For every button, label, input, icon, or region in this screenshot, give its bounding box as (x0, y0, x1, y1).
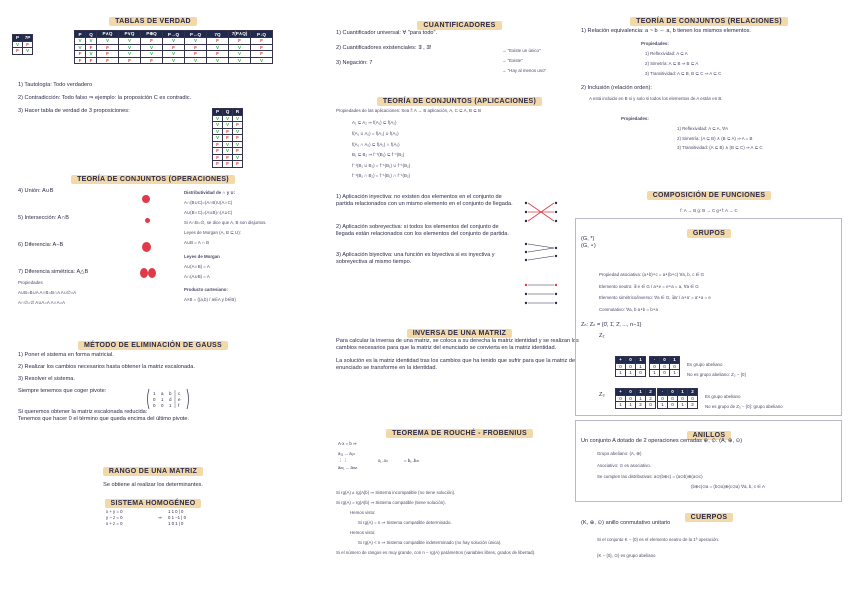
injective-mapping-sketch (522, 198, 562, 228)
svg-text:0: 0 (153, 403, 156, 408)
table-cell: V (119, 38, 141, 45)
table-cell: F (207, 51, 229, 58)
table-cell: V (233, 141, 243, 148)
svg-text:1: 1 (161, 397, 164, 402)
table-cell: F (75, 57, 86, 64)
table-cell: 1 (678, 402, 688, 409)
table-row (213, 115, 243, 122)
inclusion-prop: 3) Transitividad: (A ⊆ B) ∧ (B ⊆ C) ⇒ A ⊆ C (677, 145, 763, 151)
table-cell: V (233, 128, 243, 135)
morgan-line: A∩(A∪B) = A (184, 273, 210, 279)
table-row (616, 370, 646, 377)
svg-text:c: c (178, 391, 181, 396)
table-cell: F (97, 44, 119, 51)
table-cell: F (223, 128, 233, 135)
relation-prop: 2) Simetría: A ⊆ B ⇒ B ⊆ A (645, 60, 699, 66)
cartesian-line: A×B = {(a,b) / a∈A y b∈B} (184, 297, 236, 303)
table-row (213, 148, 243, 155)
table-cell: F (223, 154, 233, 161)
svg-text:aₘ₁ ... aₘₙ: aₘ₁ ... aₘₙ (338, 465, 358, 470)
z3-label: Z₃ (599, 392, 605, 398)
field-property: Si el conjunto K − {0} es el elemento neutro de la 1ª operación. (597, 537, 720, 542)
sets-properties-line: A∩∅=∅ A∪A=A A∩A=A (18, 299, 66, 305)
table-cell: F (233, 148, 243, 155)
application-property: f⁻¹(B₁ ∩ B₂) = f⁻¹(B₁) ∩ f⁻¹(B₂) (352, 173, 411, 179)
table-cell: F (233, 135, 243, 142)
table-cell: 0 (650, 363, 660, 370)
table-cell: V (223, 115, 233, 122)
table-cell: V (229, 44, 251, 51)
ring-property: Grupo abeliano: (A, ⊕) (597, 451, 642, 456)
table-cell: V (13, 41, 23, 48)
intersection-item: 5) Intersección: A∩B (18, 215, 69, 221)
application-property: f(A₁ ∪ A₂) = f(A₁) ∪ f(A₂) (352, 130, 399, 136)
table-header-row (75, 31, 273, 38)
table-header-row (650, 357, 680, 364)
gauss-step: 1) Poner el sistema en forma matricial. (18, 352, 114, 358)
table-cell: 0 (626, 395, 636, 402)
venn-symdiff-right-icon (148, 268, 156, 278)
svg-text:b: b (169, 391, 172, 396)
applications-intro: Propiedades de las aplicaciones: Sea f: A → B aplicación, A, C ⊆ A, B ⊆ B (336, 108, 482, 114)
svg-text:x + z = 0: x + z = 0 (106, 521, 123, 526)
svg-text:⋮ ⋮: ⋮ ⋮ (338, 458, 348, 463)
table-cell: V (213, 115, 223, 122)
svg-text:1: 1 (153, 391, 156, 396)
table-header-cell: 1 (636, 389, 646, 396)
table-cell: V (223, 141, 233, 148)
svg-text:e: e (178, 397, 181, 402)
svg-text:x + y = 0: x + y = 0 (106, 509, 123, 514)
table-cell: V (185, 57, 207, 64)
svg-text:A·x = b ⇒: A·x = b ⇒ (338, 441, 357, 446)
table-row (658, 402, 698, 409)
table-header-cell: 0 (626, 389, 636, 396)
table-cell: 0 (668, 395, 678, 402)
table-cell: V (75, 38, 86, 45)
table-cell: F (163, 44, 185, 51)
table-header-cell: 1 (670, 357, 680, 364)
svg-text:1 0 1 | 0: 1 0 1 | 0 (168, 521, 184, 526)
gauss-pivot-note: Siempre tenemos que coger pivote: (18, 388, 107, 394)
table-cell: 2 (636, 402, 646, 409)
bijective-mapping-sketch (522, 280, 562, 308)
table-cell: V (163, 38, 185, 45)
table-cell: 0 (670, 363, 680, 370)
inverse-matrix-title: INVERSA DE UNA MATRIZ (407, 329, 513, 338)
ring-definition: Un conjunto A dotado de 2 operaciones cerradas ⊕, ⊙. (A, ⊕, ⊙) (581, 438, 743, 444)
inverse-solution-text: La solución es la matriz identidad tras los cambios que ha tenido que sufrir para que la matriz del enunciado se transforme en la identidad. (336, 358, 577, 371)
symmetric-difference-item: 7) Diferencia simétrica: A△B (18, 269, 89, 275)
quantifier-note: → "Hay al menos uno" (502, 68, 547, 74)
table-cell: V (141, 51, 163, 58)
rouche-item: Hemos visto: (350, 530, 376, 536)
three-props-table (212, 108, 243, 168)
table-row (75, 57, 273, 64)
rouche-item: Si rg(A) = n ⇒ Sistema compatible determinado. (358, 520, 452, 526)
table-cell: V (86, 51, 97, 58)
table-cell: 2 (688, 402, 698, 409)
rouche-item: Si rg(A) = rg(A|b) ⇒ Sistema compatible (tiene solución). (336, 500, 446, 506)
table-cell: V (23, 48, 33, 55)
svg-text:1 1 0 | 0: 1 1 0 | 0 (168, 509, 184, 514)
gauss-step: 3) Resolver el sistema. (18, 376, 75, 382)
venn-difference-icon (142, 242, 151, 252)
morgan-formula-line: A∪B = A ∩ B (184, 240, 210, 246)
table-cell: V (251, 57, 273, 64)
table-cell: F (251, 38, 273, 45)
union-item: 4) Unión: A∪B (18, 188, 54, 194)
truth-tables-title: TABLAS DE VERDAD (109, 17, 197, 26)
table-cell: 1 (670, 370, 680, 377)
field-definition: (K, ⊕, ⊙) anillo conmutativo unitario (581, 520, 671, 526)
table-cell: 1 (636, 395, 646, 402)
table-header-cell: 7(P∧Q) (229, 31, 251, 38)
table-cell: V (213, 135, 223, 142)
venn-intersection-icon (145, 218, 150, 223)
application-property: f⁻¹(B₁ ∪ B₂) = f⁻¹(B₁) ∪ f⁻¹(B₂) (352, 162, 411, 168)
inclusion-props-label: Propiedades: (621, 115, 649, 121)
table-cell: F (213, 154, 223, 161)
zn-definition: Zₙ: Zₙ = {0̄, 1̄, 2̄, ..., n−1} (581, 322, 642, 329)
rouche-item: Hemos visto: (350, 510, 376, 516)
table-header-cell: 2 (688, 389, 698, 396)
column-algebra (575, 0, 843, 558)
negation-truth-table (12, 34, 33, 55)
group-property: Conmutativo: ∀a, b a∘b = b∘a (599, 306, 658, 312)
z2-table (615, 356, 646, 377)
fields-title: CUERPOS (685, 513, 734, 522)
table-cell: V (233, 154, 243, 161)
table-header-cell: · (658, 389, 668, 396)
table-header-cell: 7P (23, 35, 33, 42)
table-cell: F (213, 148, 223, 155)
gauss-step: 2) Realizar los cambios necesarios hasta obtener la matriz escalonada. (18, 364, 195, 370)
table-header-cell: 7Q (207, 31, 229, 38)
table-cell: 2 (646, 395, 656, 402)
table-cell: V (213, 128, 223, 135)
table-header-cell: 1 (678, 389, 688, 396)
table-cell: F (86, 57, 97, 64)
gauss-reduced-note: Si queremos obtener la matriz escalonada reducida: (18, 409, 148, 415)
table-header-row (616, 357, 646, 364)
table-cell: V (213, 122, 223, 129)
relations-title: TEORÍA DE CONJUNTOS (RELACIONES) (630, 17, 788, 26)
table-header-cell: + (616, 357, 626, 364)
table-header-cell: P↓Q (251, 31, 273, 38)
table-cell: 0 (616, 363, 626, 370)
rouche-item: Si rg(A) ≠ rg(A|b) ⇒ Sistema incompatible (no tiene solución). (336, 490, 456, 496)
rouche-system-sketch (336, 440, 456, 476)
quantifiers-title: CUANTIFICADORES (417, 21, 501, 30)
cartesian-label: Producto cartesiano: (184, 287, 228, 293)
homogeneous-system-sketch (104, 506, 224, 528)
surjective-mapping-sketch (522, 240, 562, 264)
table-cell: F (97, 51, 119, 58)
table-header-row (213, 109, 243, 116)
contradiction-item: 2) Contradicción: Todo falso ⇒ ejemplo: la proposición C es contradic. (18, 95, 192, 101)
table-header-cell: R (233, 109, 243, 116)
relation-props-label: Propiedades: (641, 41, 669, 46)
table-cell: F (223, 135, 233, 142)
inverse-text: Para calcular la inversa de una matriz, se coloca a su derecha la matriz identidad y se realizan los cambios necesarios para que la matriz del enunciado se convierta en la matriz identidad. (336, 338, 579, 351)
composition-title: COMPOSICIÓN DE FUNCIONES (647, 191, 772, 200)
table-cell: 1 (650, 370, 660, 377)
group-property: Elemento neutro: ∃ e ∈ G / a∘e = e∘a = a, ∀a ∈ G (599, 283, 699, 289)
injective-item: 1) Aplicación inyectiva: no existen dos elementos en el conjunto de partida relacionados con un mismo elemento en el conjunto de llegada. (336, 194, 513, 207)
svg-text:y − z = 0: y − z = 0 (106, 515, 123, 520)
table-header-cell: + (616, 389, 626, 396)
table-cell: F (86, 44, 97, 51)
table-cell: F (97, 57, 119, 64)
rouche-title: TEOREMA DE ROUCHÉ - FROBENIUS (386, 429, 533, 438)
z3-product-table (657, 388, 698, 409)
svg-text:1: 1 (169, 403, 172, 408)
table-cell: 1 (658, 402, 668, 409)
table-cell: V (163, 57, 185, 64)
sets-properties-label: Propiedades (18, 280, 43, 285)
table-cell: V (207, 44, 229, 51)
gauss-title: MÉTODO DE ELIMINACIÓN DE GAUSS (78, 341, 228, 350)
venn-symdiff-left-icon (140, 268, 148, 278)
table-row (616, 363, 646, 370)
table-cell: 0 (660, 370, 670, 377)
difference-item: 6) Diferencia: A−B (18, 242, 64, 248)
table-header-cell: Q (86, 31, 97, 38)
table-cell: 0 (626, 363, 636, 370)
bijective-item: 3) Aplicación biyectiva: una función es biyectiva si es inyectiva y sobreyectiva al mismo tiempo. (336, 252, 495, 265)
inclusion-item: 2) Inclusión (relación orden): (581, 84, 652, 91)
group-property: Propiedad asociativa: (a∘b)∘c = a∘(b∘c) ∀a, b, c ∈ G (599, 272, 705, 277)
connectives-truth-table (74, 30, 273, 64)
table-cell: 1 (626, 402, 636, 409)
ring-property: Asociativo: ⊙ es asociativo. (597, 462, 651, 468)
relation-item: 1) Relación equivalencia: a ~ b ⇔ a, b tienen los mismos elementos. (581, 28, 751, 34)
quantifier-note: → "Existe un único" (502, 48, 541, 54)
z2-label: Z₂ (599, 333, 605, 340)
table-cell: 0 (660, 363, 670, 370)
applications-properties (352, 116, 572, 183)
table-header-cell: P (75, 31, 86, 38)
table-header-cell: 1 (636, 357, 646, 364)
table-row (650, 370, 680, 377)
universal-quantifier: 1) Cuantificador universal: ∀ "para todo". (336, 30, 438, 36)
table-cell: F (233, 122, 243, 129)
application-property: f(A₁ ∩ A₂) ⊆ f(A₁) ∩ f(A₂) (352, 141, 400, 147)
table-row (213, 141, 243, 148)
svg-text:= b₁..bₘ: = b₁..bₘ (404, 458, 419, 463)
relation-prop: 3) Transitividad: A ⊆ B, B ⊆ C ⇒ A ⊆ C (645, 70, 722, 76)
table-cell: 1 (636, 363, 646, 370)
morgan-intro-line: Leyes de Morgan (A, B ⊆ U): (184, 230, 241, 236)
sets-properties-line: A∪B=B∪A A∩B=B∩A A∪∅=A (18, 289, 77, 295)
table-cell: F (185, 51, 207, 58)
table-row (616, 402, 656, 409)
z2-note: Es grupo abeliano (687, 362, 723, 368)
table-header-cell: P∧Q (97, 31, 119, 38)
table-cell: V (223, 122, 233, 129)
inclusion-prop: 2) Simetría: (A ⊆ B) ∧ (B ⊆ A) ⇒ A = B (677, 135, 753, 141)
composition-text: f: A → B g: B → C g∘f: A → C (680, 208, 738, 213)
table-header-cell: 0 (660, 357, 670, 364)
tautology-item: 1) Tautología: Todo verdadero (18, 82, 93, 88)
inclusion-desc: A está incluido en B si y solo si todos los elementos de A están en B. (589, 95, 723, 101)
svg-text:⇒: ⇒ (158, 515, 162, 520)
table-cell: 1 (616, 402, 626, 409)
table-cell: V (86, 38, 97, 45)
svg-text:0: 0 (161, 403, 164, 408)
rouche-item: Si el número de rangos es muy grande, con n − rg(A) parámetros (variables libres, grados de libertad). (336, 550, 536, 556)
table-row (213, 122, 243, 129)
table-cell: V (97, 38, 119, 45)
table-cell: V (185, 38, 207, 45)
svg-text:d: d (169, 397, 172, 402)
table-cell: F (75, 51, 86, 58)
table-cell: F (251, 44, 273, 51)
application-property: B₁ ⊆ B₂ ⇒ f⁻¹(B₁) ⊆ f⁻¹(B₂) (352, 152, 405, 158)
surjective-item: 2) Aplicación sobreyectiva: si todos los elementos del conjunto de llegada están relacionados con los elementos del conjunto de partida. (336, 224, 509, 237)
table-cell: 1 (626, 370, 636, 377)
column-logic (8, 0, 298, 526)
homogeneous-title: SISTEMA HOMOGÉNEO (105, 499, 202, 508)
table-header-cell: 2 (646, 389, 656, 396)
table-header-cell: Q (223, 109, 233, 116)
ring-property: Se cumplen las distributivas: a⊙(b⊕c) = (a⊙b)⊕(a⊙c) (597, 474, 703, 480)
table-cell: F (233, 161, 243, 168)
table-cell: F (229, 38, 251, 45)
table-cell: F (251, 51, 273, 58)
group-item: (G, ∘) (581, 243, 596, 249)
table-cell: 0 (658, 395, 668, 402)
table-row (213, 135, 243, 142)
table-cell: V (207, 57, 229, 64)
table-header-cell: P (13, 35, 23, 42)
table-cell: 0 (668, 402, 678, 409)
svg-text:f: f (178, 403, 180, 408)
table-row (213, 154, 243, 161)
table-cell: 0 (636, 370, 646, 377)
table-cell: F (213, 161, 223, 168)
z3-note: Es grupo abeliano (705, 394, 741, 400)
svg-text:a₁₁ ... a₁ₙ: a₁₁ ... a₁ₙ (338, 451, 355, 456)
gauss-reduced-detail: Tenemos que hacer 0 el término que queda encima del último pivote. (18, 416, 190, 422)
table-cell: 0 (688, 395, 698, 402)
rouche-item: Si rg(A) < n ⇒ Sistema compatible indeterminado (no hay solución única). (358, 540, 502, 546)
sets-operations-title: TEORÍA DE CONJUNTOS (OPERACIONES) (71, 175, 235, 184)
table-cell: F (141, 57, 163, 64)
table-header-cell: P∨Q (119, 31, 141, 38)
table-cell: V (75, 44, 86, 51)
svg-text:x₁..xₙ: x₁..xₙ (378, 458, 388, 463)
distributivity-title: Distributividad de ∩ y ∪: (184, 190, 236, 196)
ring-property: (b⊕c)⊙a = (b⊙a)⊕(c⊙a) ∀a, b, c ∈ A (691, 484, 765, 490)
table-header-cell: P↔Q (185, 31, 207, 38)
table-row (213, 161, 243, 168)
quantifier-note: → "Existe" (502, 58, 523, 64)
table-header-cell: P (213, 109, 223, 116)
applications-title: TEORÍA DE CONJUNTOS (APLICACIONES) (377, 97, 542, 106)
table-cell: F (23, 41, 33, 48)
table-cell: V (229, 57, 251, 64)
table-cell: V (163, 51, 185, 58)
table-row (213, 128, 243, 135)
z3-table (615, 388, 656, 409)
disjoint-line: Si A∩B=∅, se dice que A, B son disjuntos. (184, 220, 267, 226)
table-cell: 1 (616, 370, 626, 377)
table-header-cell: 0 (626, 357, 636, 364)
group-property: Elemento simétrico/inverso: ∀a ∈ G, ∃a' / a∘a' = a'∘a = e (599, 295, 711, 301)
z3-note: No es grupo de Z₃ − {0}: grupo abeliano (705, 404, 783, 410)
table-row (13, 48, 33, 55)
table-cell: V (119, 51, 141, 58)
svg-text:a: a (161, 391, 164, 396)
table-cell: V (233, 115, 243, 122)
table-header-cell: P→Q (163, 31, 185, 38)
table-cell: 0 (678, 395, 688, 402)
table-cell: 0 (646, 402, 656, 409)
three-props-item: 3) Hacer tabla de verdad de 3 proposiciones: (18, 108, 130, 114)
table-cell: F (119, 57, 141, 64)
rings-title: ANILLOS (687, 431, 732, 440)
table-header-cell: 0 (668, 389, 678, 396)
table-cell: V (229, 51, 251, 58)
table-cell: F (213, 141, 223, 148)
distributivity-line: A∪(B∩C)=(A∪B)∩(A∪C) (184, 210, 233, 216)
morgan-line: A∪(A∩B) = A (184, 263, 210, 269)
z2-note: No es grupo abeliano: Z₂ − {0} (687, 372, 746, 378)
group-item: (G, *) (581, 236, 595, 242)
negation-item: 3) Negación: 7 (336, 60, 373, 66)
svg-text:0: 0 (153, 397, 156, 402)
morgan-label: Leyes de Morgan (184, 253, 220, 259)
existential-quantifier: 2) Cuantificadores existenciales: ∃ , ∃! (336, 45, 432, 51)
field-property: (K − {0}, ⊙) es grupo abeliano (597, 552, 656, 558)
groups-title: GRUPOS (687, 229, 731, 238)
table-cell: V (223, 148, 233, 155)
distributivity-line: A∩(B∪C)=(A∩B)∪(A∩C) (184, 200, 233, 206)
table-cell: F (185, 44, 207, 51)
table-header-cell: P⊕Q (141, 31, 163, 38)
table-row (650, 363, 680, 370)
venn-union-icon (142, 195, 150, 203)
table-cell: V (141, 44, 163, 51)
relation-prop: 1) Reflexividad: A ⊆ A (645, 50, 688, 56)
pivot-matrix (146, 388, 190, 410)
column-sets (332, 0, 587, 556)
table-cell: V (119, 44, 141, 51)
rank-title: RANGO DE UNA MATRIZ (103, 467, 203, 476)
table-header-cell: · (650, 357, 660, 364)
table-cell: F (223, 161, 233, 168)
table-cell: F (141, 38, 163, 45)
svg-text:0 1 −1 | 0: 0 1 −1 | 0 (168, 515, 186, 520)
inclusion-prop: 1) Reflexividad: A ⊆ A, ∀A (677, 125, 729, 131)
table-cell: F (207, 38, 229, 45)
table-cell: F (13, 48, 23, 55)
z2-product-table (649, 356, 680, 377)
table-cell: 0 (616, 395, 626, 402)
application-property: A₁ ⊆ A₂ ⇒ f(A₁) ⊆ f(A₂) (352, 120, 397, 126)
rank-text: Se obtiene al realizar los determinantes. (103, 482, 203, 488)
